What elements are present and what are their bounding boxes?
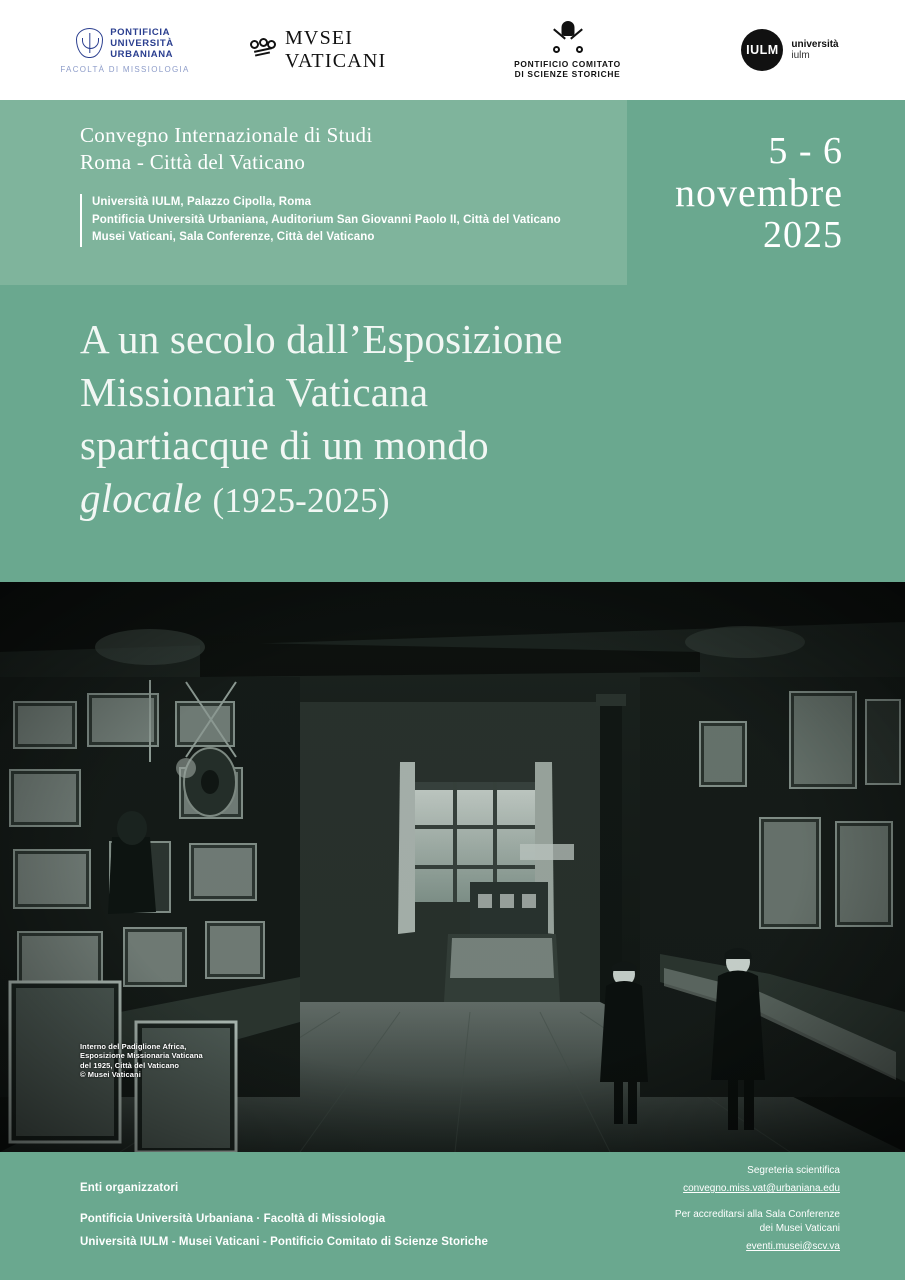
caption-credit: © Musei Vaticani <box>80 1070 141 1080</box>
accreditation-label-line2: dei Musei Vaticani <box>759 1223 840 1234</box>
title-block <box>0 285 905 582</box>
urbaniana-line3: URBANIANA <box>110 48 174 60</box>
comitato-line2: DI SCIENZE STORICHE <box>514 69 621 79</box>
logo-bar <box>0 0 905 100</box>
venue-list <box>80 194 620 247</box>
venue-item: Università IULM, Palazzo Cipolla, Roma <box>92 196 312 208</box>
organizers-block <box>80 1182 488 1254</box>
accreditation-label-line1: Per accreditarsi alla Sala Conferenze <box>674 1209 840 1220</box>
date-day: 5 - 6 <box>768 129 843 172</box>
caption-line-2: Esposizione Missionaria Vaticana <box>80 1051 203 1061</box>
page-title <box>80 313 840 527</box>
secretariat-email-link[interactable]: convegno.miss.vat@urbaniana.edu <box>683 1183 840 1194</box>
crossed-keys-icon <box>250 38 276 62</box>
organizers-heading: Enti organizzatori <box>80 1182 179 1194</box>
venue-item: Pontificia Università Urbaniana, Auditorium San Giovanni Paolo II, Città del Vaticano <box>92 213 561 226</box>
contacts-block <box>675 1164 840 1254</box>
conference-line2: Roma - Città del Vaticano <box>80 150 306 174</box>
papal-seal-icon <box>76 28 103 58</box>
date-block <box>627 100 905 285</box>
date-year: 2025 <box>763 213 843 256</box>
urbaniana-line2: UNIVERSITÀ <box>110 37 174 49</box>
date-month: novembre <box>675 169 843 215</box>
musei-vaticani-label: MVSEI VATICANI <box>284 27 387 72</box>
title-years: (1925-2025) <box>212 481 390 520</box>
iulm-line2: iulm <box>791 50 810 61</box>
title-line-2: Missionaria Vaticana <box>80 369 429 415</box>
info-band <box>0 100 905 285</box>
comitato-line1: PONTIFICIO COMITATO <box>514 59 621 69</box>
logo-musei-vaticani <box>250 0 460 100</box>
organizer-row-1: Pontificia Università Urbaniana · Facoltà di Missiologia <box>80 1213 386 1225</box>
conference-line1: Convegno Internazionale di Studi <box>80 123 373 147</box>
urbaniana-line1: PONTIFICIA <box>110 26 171 38</box>
urbaniana-faculty: FACOLTÀ DI MISSIOLOGIA <box>60 64 190 74</box>
historic-photo <box>0 582 905 1152</box>
title-keyword-italic: glocale <box>80 475 203 521</box>
logo-iulm <box>675 0 905 100</box>
logo-pontificio-comitato <box>460 0 675 100</box>
title-line-3: spartiacque di un mondo <box>80 422 489 468</box>
accreditation-email-link[interactable]: eventi.musei@scv.va <box>746 1241 840 1252</box>
conference-info <box>80 122 620 247</box>
secretariat-label: Segreteria scientifica <box>747 1165 840 1176</box>
title-line-4 <box>80 472 840 527</box>
logo-urbaniana <box>0 0 250 100</box>
title-line-1: A un secolo dall’Esposizione <box>80 316 563 362</box>
iulm-line1: università <box>791 38 839 50</box>
papal-crest-icon <box>553 21 583 55</box>
iulm-mark: IULM <box>741 29 783 71</box>
venue-item: Musei Vaticani, Sala Conferenze, Città del Vaticano <box>92 231 375 243</box>
caption-line-1: Interno del Padiglione Africa, <box>80 1041 187 1051</box>
spacer <box>675 1196 840 1208</box>
footer <box>0 1152 905 1280</box>
caption-line-3: del 1925, Città del Vaticano <box>80 1060 180 1070</box>
photo-caption <box>80 1042 203 1080</box>
organizer-row-2: Università IULM - Musei Vaticani - Pontificio Comitato di Scienze Storiche <box>80 1236 489 1248</box>
